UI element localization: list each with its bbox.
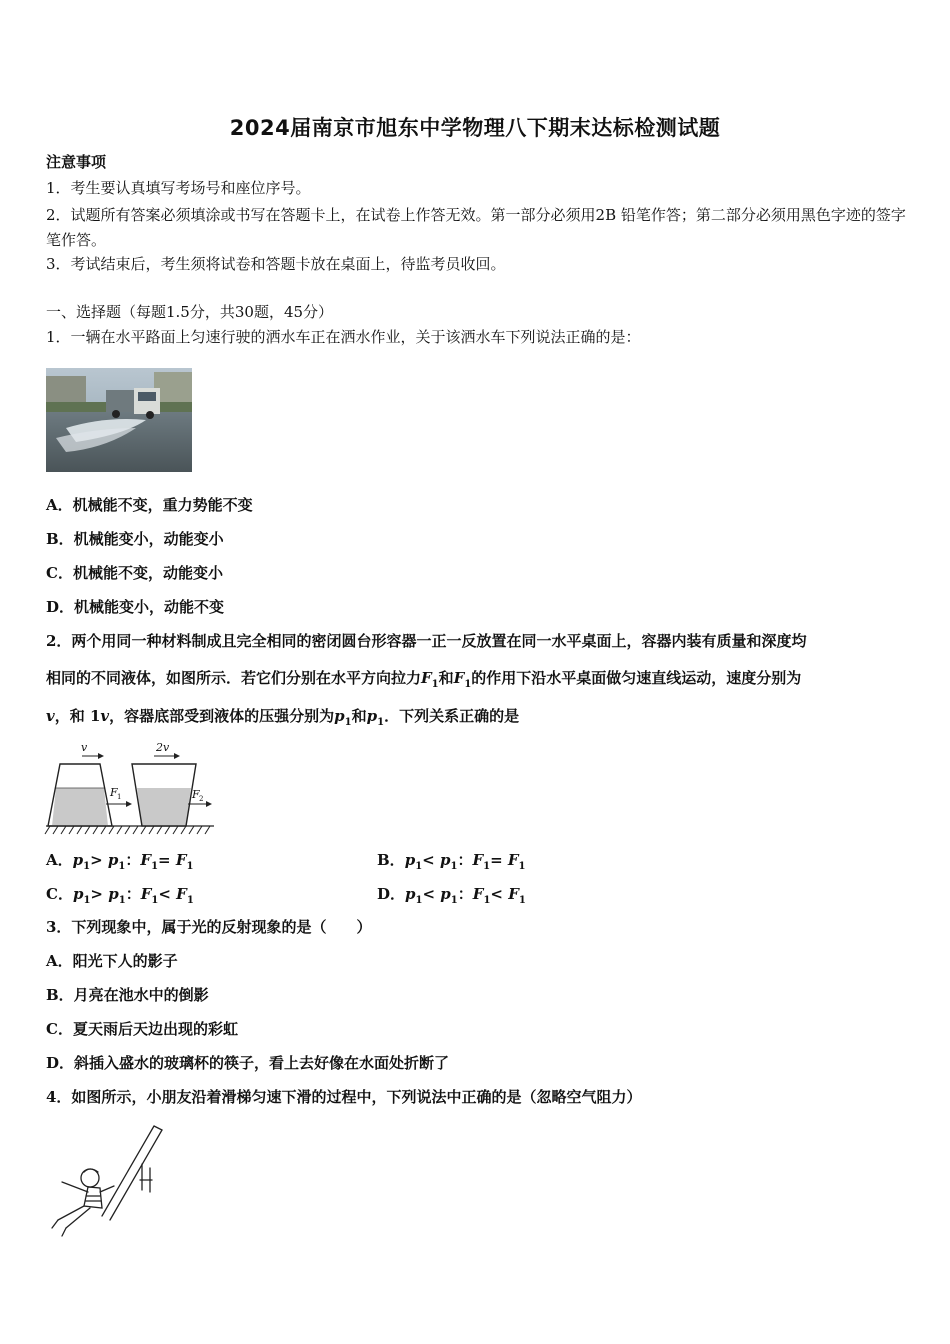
notice-heading: 注意事项	[46, 153, 107, 171]
q1-option-d: D．机械能变小，动能不变	[46, 598, 225, 616]
q2-option-b: B．$p_1< p_1$：$F_1= F_1$	[377, 851, 526, 872]
q2-line-1: 2．两个用同一种材料制成且完全相同的密闭圆台形容器一正一反放置在同一水平桌面上，容器内装有质量和深度均	[46, 632, 807, 650]
notice-item-3: 3．考试结束后，考生须将试卷和答题卡放在桌面上，待监考员收回。	[46, 255, 506, 273]
notice-item-2: 2．试题所有答案必须填涂或书写在答题卡上，在试卷上作答无效。第一部分必须用2B 铅笔作答；第二部分必须用黑色字迹的签字笔作答。	[46, 206, 906, 249]
q1-stem: 1．一辆在水平路面上匀速行驶的洒水车正在洒水作业，关于该洒水车下列说法正确的是：	[46, 328, 641, 346]
slide-child-illustration	[44, 1120, 168, 1242]
q2-option-c: C．$p_1> p_1$：$F_1< F_1$	[46, 885, 194, 906]
q3-option-c: C．夏天雨后天边出现的彩虹	[46, 1020, 238, 1038]
q2-option-d: D．$p_1< p_1$：$F_1< F_1$	[377, 885, 526, 906]
page-title: 2024届南京市旭东中学物理八下期末达标检测试题	[229, 116, 721, 140]
force-label-1-sub: 1	[117, 793, 122, 801]
q3-option-d: D．斜插入盛水的玻璃杯的筷子，看上去好像在水面处折断了	[46, 1054, 450, 1072]
q2-option-a: A．$p_1> p_1$：$F_1= F_1$	[46, 851, 194, 872]
section-heading: 一、选择题（每题1.5分，共30题，45分）	[46, 303, 334, 321]
velocity-label-2: 2v	[156, 742, 170, 754]
q3-stem: 3．下列现象中，属于光的反射现象的是（ ）	[46, 918, 372, 936]
force-label-2-sub: 2	[199, 795, 204, 803]
force-label-1: F	[110, 786, 118, 799]
q3-option-b: B．月亮在池水中的倒影	[46, 986, 209, 1004]
notice-item-1: 1．考生要认真填写考场号和座位序号。	[46, 179, 311, 197]
q3-option-a: A．阳光下人的影子	[46, 952, 178, 970]
q1-option-a: A．机械能不变，重力势能不变	[46, 496, 253, 514]
q1-option-b: B．机械能变小，动能变小	[46, 530, 224, 548]
q4-stem: 4．如图所示，小朋友沿着滑梯匀速下滑的过程中，下列说法中正确的是（忽略空气阻力）	[46, 1088, 642, 1106]
q2-line-2: 相同的不同液体，如图所示．若它们分别在水平方向拉力$F_1$和$F_1$的作用下沿水平桌面做匀速直线运动，速度分别为	[46, 669, 802, 690]
q1-option-c: C．机械能不变，动能变小	[46, 564, 223, 582]
force-label-2: F	[192, 788, 200, 801]
q2-line-3: v，和 1v，容器底部受到液体的压强分别为$p_1$和$p_1$．下列关系正确的是	[46, 707, 520, 728]
containers-diagram	[44, 742, 216, 842]
velocity-label-1: v	[81, 742, 88, 754]
sprinkler-truck-image	[46, 368, 192, 472]
